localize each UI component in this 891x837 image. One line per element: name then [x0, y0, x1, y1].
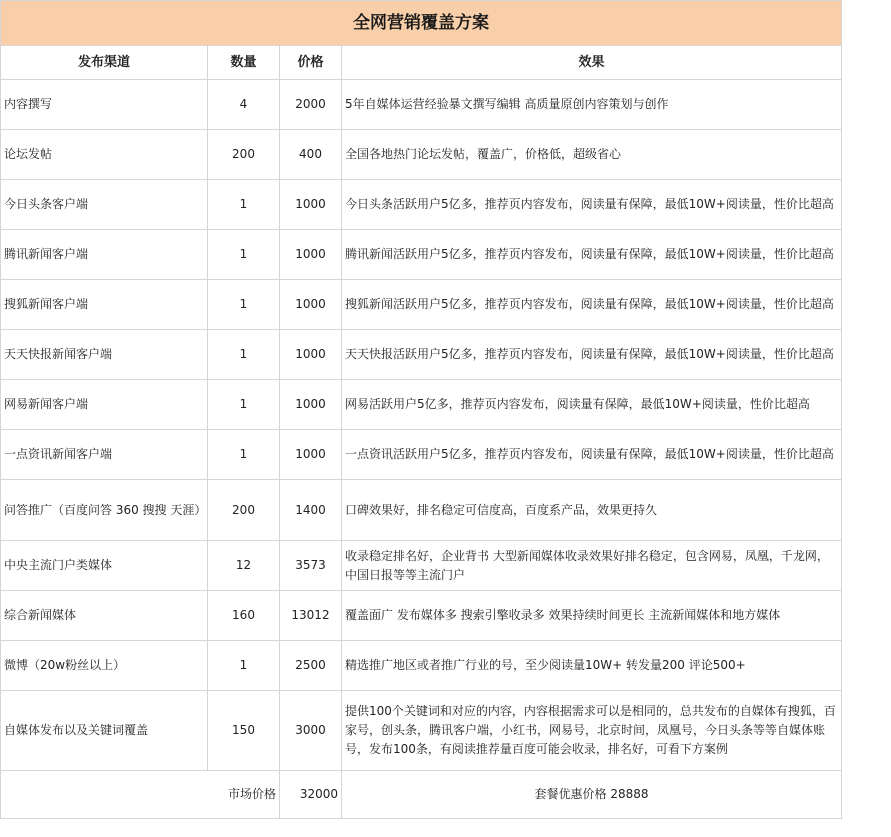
price-cell: 1000 — [280, 430, 342, 480]
effect-cell: 收录稳定排名好，企业背书 大型新闻媒体收录效果好排名稳定，包含网易，凤凰，千龙网，中国日报等等主流门户 — [342, 541, 842, 591]
channel-cell: 网易新闻客户端 — [1, 380, 208, 430]
column-header-channel: 发布渠道 — [1, 46, 208, 80]
effect-cell: 搜狐新闻活跃用户5亿多，推荐页内容发布，阅读量有保障，最低10W+阅读量，性价比超高 — [342, 280, 842, 330]
table-row — [1, 80, 842, 130]
channel-cell: 内容撰写 — [1, 80, 208, 130]
table-row — [1, 691, 842, 771]
price-cell: 400 — [280, 130, 342, 180]
page-title: 全网营销覆盖方案 — [1, 1, 842, 46]
channel-cell: 综合新闻媒体 — [1, 591, 208, 641]
column-header-qty: 数量 — [208, 46, 280, 80]
table-row — [1, 591, 842, 641]
title-row — [1, 1, 842, 46]
price-cell: 13012 — [280, 591, 342, 641]
effect-cell: 天天快报活跃用户5亿多，推荐页内容发布，阅读量有保障，最低10W+阅读量，性价比超高 — [342, 330, 842, 380]
table-row — [1, 380, 842, 430]
qty-cell: 160 — [208, 591, 280, 641]
qty-cell: 1 — [208, 230, 280, 280]
market-price-value: 32000 — [280, 771, 342, 819]
price-cell: 3000 — [280, 691, 342, 771]
channel-cell: 腾讯新闻客户端 — [1, 230, 208, 280]
price-cell: 1000 — [280, 180, 342, 230]
effect-cell: 提供100个关键词和对应的内容，内容根据需求可以是相同的，总共发布的自媒体有搜狐，百家号，创头条，腾讯客户端，小红书，网易号，北京时间，凤凰号，今日头条等等自媒体账号，发布100条，有阅读推荐量百度可能会收录，排名好，可看下方案例 — [342, 691, 842, 771]
qty-cell: 150 — [208, 691, 280, 771]
channel-cell: 自媒体发布以及关键词覆盖 — [1, 691, 208, 771]
qty-cell: 12 — [208, 541, 280, 591]
price-cell: 2500 — [280, 641, 342, 691]
table-row — [1, 280, 842, 330]
effect-cell: 一点资讯活跃用户5亿多，推荐页内容发布，阅读量有保障，最低10W+阅读量，性价比超高 — [342, 430, 842, 480]
table-row — [1, 180, 842, 230]
channel-cell: 微博（20w粉丝以上） — [1, 641, 208, 691]
qty-cell: 1 — [208, 641, 280, 691]
effect-cell: 今日头条活跃用户5亿多，推荐页内容发布，阅读量有保障，最低10W+阅读量，性价比超高 — [342, 180, 842, 230]
table-row — [1, 230, 842, 280]
qty-cell: 4 — [208, 80, 280, 130]
price-cell: 1000 — [280, 380, 342, 430]
price-cell: 1000 — [280, 280, 342, 330]
qty-cell: 1 — [208, 430, 280, 480]
channel-cell: 问答推广（百度问答 360 搜搜 天涯） — [1, 480, 208, 541]
effect-cell: 口碑效果好，排名稳定可信度高，百度系产品，效果更持久 — [342, 480, 842, 541]
price-cell: 1000 — [280, 330, 342, 380]
qty-cell: 200 — [208, 130, 280, 180]
footer-row — [1, 771, 842, 819]
effect-cell: 腾讯新闻活跃用户5亿多，推荐页内容发布，阅读量有保障，最低10W+阅读量，性价比超高 — [342, 230, 842, 280]
channel-cell: 今日头条客户端 — [1, 180, 208, 230]
channel-cell: 天天快报新闻客户端 — [1, 330, 208, 380]
qty-cell: 200 — [208, 480, 280, 541]
qty-cell: 1 — [208, 280, 280, 330]
table-row — [1, 130, 842, 180]
table-row — [1, 430, 842, 480]
package-price: 套餐优惠价格 28888 — [342, 771, 842, 819]
effect-cell: 精选推广地区或者推广行业的号，至少阅读量10W+ 转发量200 评论500+ — [342, 641, 842, 691]
price-cell: 3573 — [280, 541, 342, 591]
column-header-effect: 效果 — [342, 46, 842, 80]
channel-cell: 论坛发帖 — [1, 130, 208, 180]
price-cell: 1000 — [280, 230, 342, 280]
effect-cell: 5年自媒体运营经验暴文撰写编辑 高质量原创内容策划与创作 — [342, 80, 842, 130]
effect-cell: 全国各地热门论坛发帖，覆盖广，价格低，超级省心 — [342, 130, 842, 180]
qty-cell: 1 — [208, 180, 280, 230]
channel-cell: 中央主流门户类媒体 — [1, 541, 208, 591]
channel-cell: 搜狐新闻客户端 — [1, 280, 208, 330]
channel-cell: 一点资讯新闻客户端 — [1, 430, 208, 480]
qty-cell: 1 — [208, 380, 280, 430]
column-header-price: 价格 — [280, 46, 342, 80]
effect-cell: 覆盖面广 发布媒体多 搜索引擎收录多 效果持续时间更长 主流新闻媒体和地方媒体 — [342, 591, 842, 641]
price-cell: 2000 — [280, 80, 342, 130]
table-row — [1, 641, 842, 691]
price-cell: 1400 — [280, 480, 342, 541]
qty-cell: 1 — [208, 330, 280, 380]
table-row — [1, 541, 842, 591]
table-row — [1, 330, 842, 380]
table-row — [1, 480, 842, 541]
market-price-label: 市场价格 — [1, 771, 280, 819]
effect-cell: 网易活跃用户5亿多，推荐页内容发布，阅读量有保障，最低10W+阅读量，性价比超高 — [342, 380, 842, 430]
header-row — [1, 46, 842, 80]
